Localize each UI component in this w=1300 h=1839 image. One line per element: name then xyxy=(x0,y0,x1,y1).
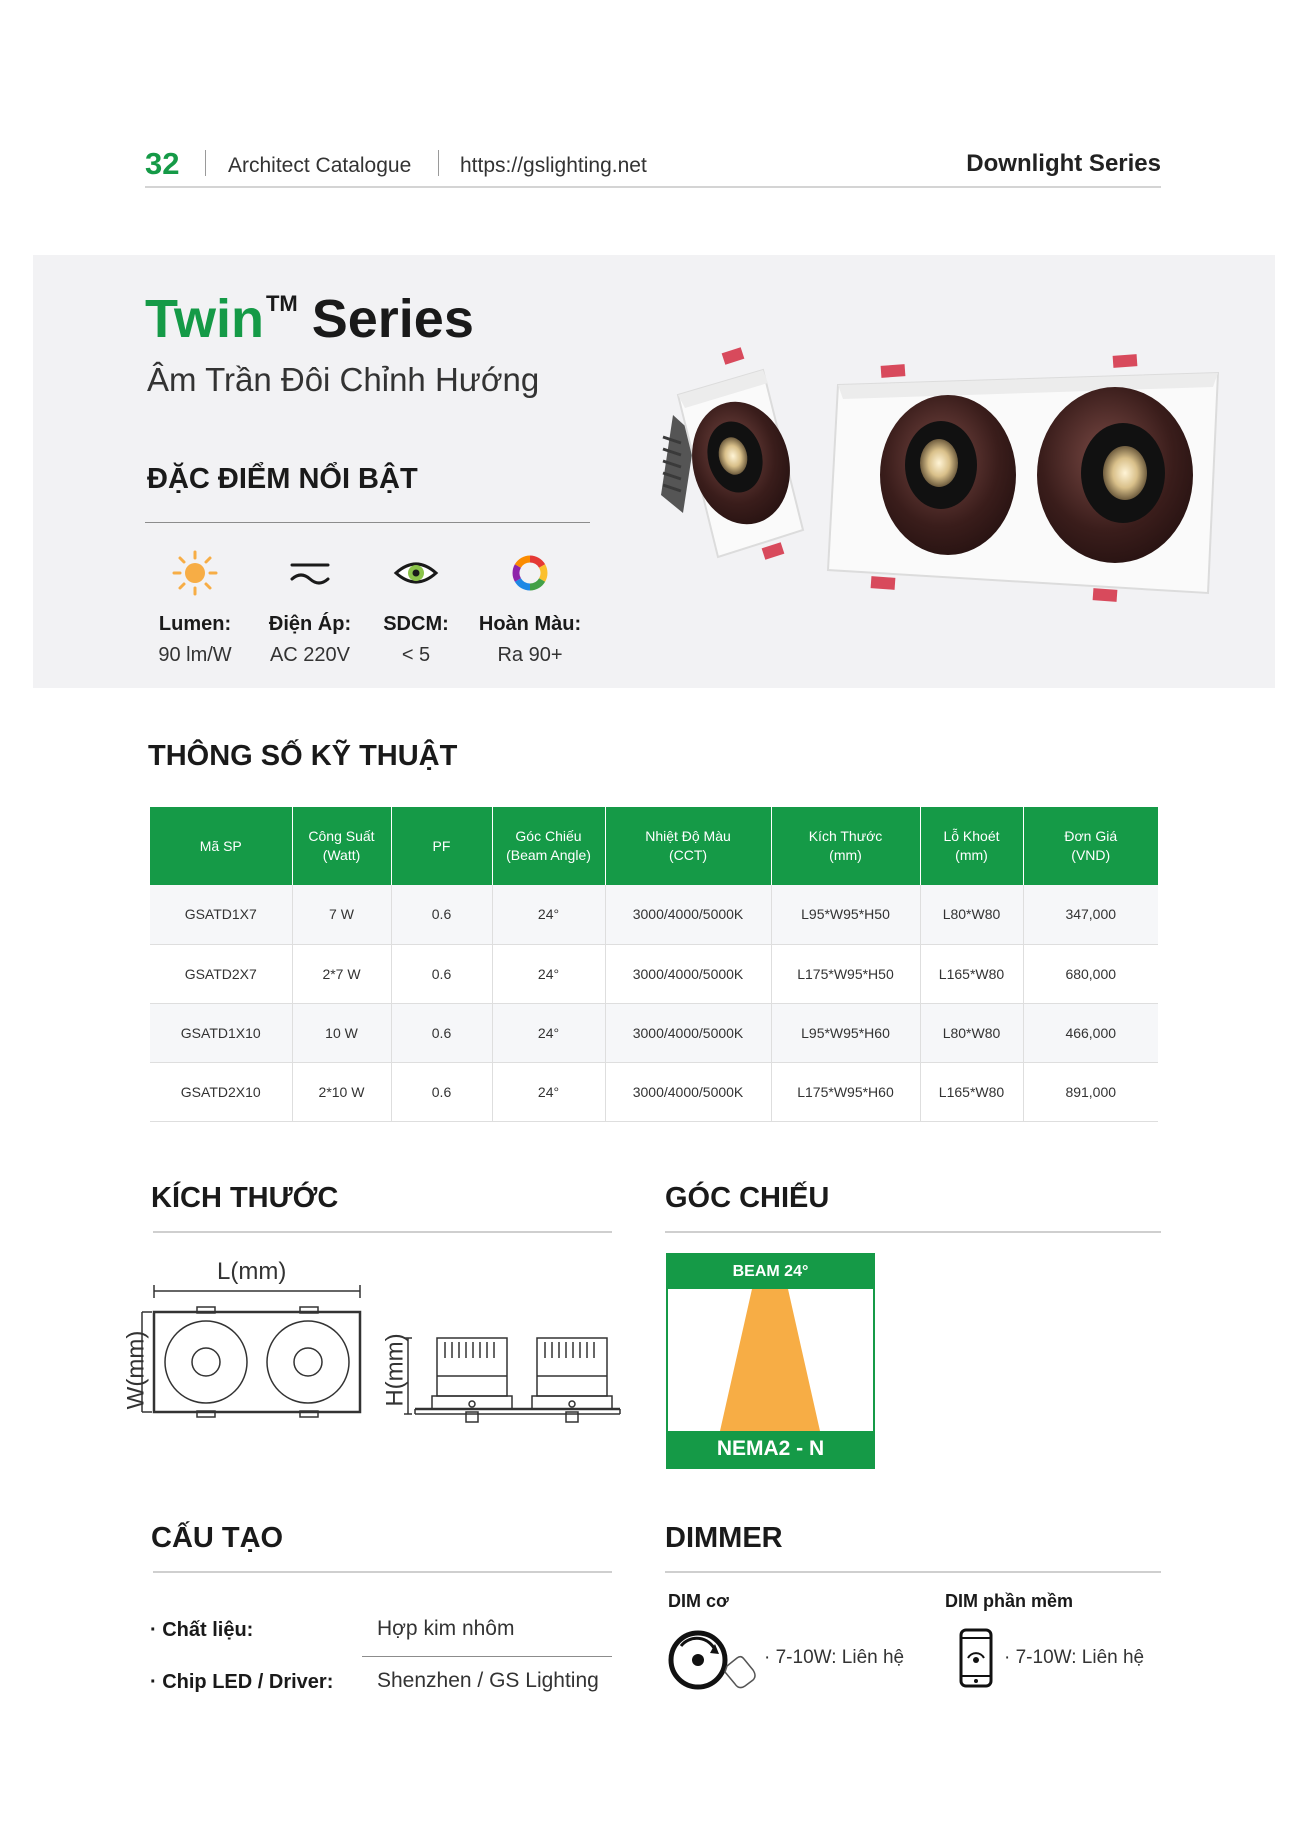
table-cell: GSATD1X10 xyxy=(150,1003,292,1062)
table-cell: 24° xyxy=(492,885,605,944)
height-label: H(mm) xyxy=(381,1333,409,1407)
table-cell: L175*W95*H50 xyxy=(771,944,920,1003)
table-cell: 3000/4000/5000K xyxy=(605,1003,771,1062)
product-image xyxy=(623,325,1263,655)
table-cell: 10 W xyxy=(292,1003,391,1062)
feature-voltage xyxy=(250,545,370,667)
page-header xyxy=(145,140,1161,188)
feature-value: 90 lm/W xyxy=(158,644,232,666)
table-cell: GSATD2X7 xyxy=(150,944,292,1003)
table-cell: 24° xyxy=(492,944,605,1003)
sun-icon xyxy=(135,545,255,601)
specs-heading: THÔNG SỐ KỸ THUẬT xyxy=(148,740,458,772)
software-dim-title: DIM phần mềm xyxy=(945,1591,1074,1611)
beam-heading: GÓC CHIẾU xyxy=(665,1182,830,1214)
color-wheel-icon xyxy=(470,545,590,601)
width-label: W(mm) xyxy=(122,1330,150,1410)
feature-sdcm xyxy=(356,545,476,667)
series-name: Downlight Series xyxy=(966,150,1161,177)
column-header: Mã SP xyxy=(150,807,292,885)
features-divider xyxy=(145,522,590,523)
ac-wave-icon xyxy=(250,545,370,601)
construction-divider xyxy=(153,1571,612,1573)
software-dim-value: · 7-10W: Liên hệ xyxy=(1004,1647,1145,1668)
double-downlight xyxy=(828,354,1218,602)
column-header: Đơn Giá (VND) xyxy=(1023,807,1158,885)
table-row xyxy=(150,1003,1158,1062)
header-divider xyxy=(205,150,206,176)
feature-label: SDCM: xyxy=(383,613,449,635)
column-header: Góc Chiếu (Beam Angle) xyxy=(492,807,605,885)
table-cell: 24° xyxy=(492,1062,605,1121)
product-subtitle: Âm Trần Đôi Chỉnh Hướng xyxy=(147,361,540,398)
column-header: Nhiệt Độ Màu (CCT) xyxy=(605,807,771,885)
hero-section xyxy=(33,255,1275,688)
header-divider xyxy=(438,150,439,176)
table-cell: 891,000 xyxy=(1023,1062,1158,1121)
table-cell: 0.6 xyxy=(391,885,492,944)
table-cell: 3000/4000/5000K xyxy=(605,944,771,1003)
table-cell: L95*W95*H50 xyxy=(771,885,920,944)
page-number: 32 xyxy=(145,146,180,181)
title-brand: Twin xyxy=(145,289,264,349)
feature-cri xyxy=(470,545,590,667)
construction-heading: CẤU TẠO xyxy=(151,1522,284,1554)
feature-lumen xyxy=(135,545,255,667)
feature-value: Ra 90+ xyxy=(497,644,563,666)
table-cell: L165*W80 xyxy=(920,944,1023,1003)
table-header-row xyxy=(150,807,1158,885)
table-cell: 0.6 xyxy=(391,1062,492,1121)
feature-value: AC 220V xyxy=(269,644,351,666)
table-row xyxy=(150,885,1158,944)
feature-label: Điện Áp: xyxy=(268,613,352,635)
table-cell: GSATD2X10 xyxy=(150,1062,292,1121)
product-title xyxy=(145,288,474,350)
beam-angle-label: BEAM 24° xyxy=(668,1255,873,1289)
table-cell: L175*W95*H60 xyxy=(771,1062,920,1121)
rotary-dimmer-icon xyxy=(665,1600,765,1690)
table-cell: 0.6 xyxy=(391,944,492,1003)
beam-divider xyxy=(665,1231,1161,1233)
beam-cone xyxy=(668,1289,873,1431)
table-cell: 3000/4000/5000K xyxy=(605,885,771,944)
features-heading: ĐẶC ĐIỂM NỔI BẬT xyxy=(147,463,418,495)
table-cell: L165*W80 xyxy=(920,1062,1023,1121)
dimensions-divider xyxy=(153,1231,612,1233)
table-row xyxy=(150,1062,1158,1121)
title-trademark: TM xyxy=(265,291,298,316)
table-cell: L80*W80 xyxy=(920,1003,1023,1062)
table-cell: 7 W xyxy=(292,885,391,944)
single-downlight xyxy=(661,347,803,560)
column-header: PF xyxy=(391,807,492,885)
dimmer-divider xyxy=(665,1571,1161,1573)
dimmer-heading: DIMMER xyxy=(665,1522,783,1554)
chip-driver-value: Shenzhen / GS Lighting xyxy=(377,1669,599,1692)
table-cell: 466,000 xyxy=(1023,1003,1158,1062)
dimensions-heading: KÍCH THƯỚC xyxy=(151,1182,339,1214)
column-header: Lỗ Khoét (mm) xyxy=(920,807,1023,885)
table-cell: 347,000 xyxy=(1023,885,1158,944)
title-series: Series xyxy=(311,289,474,349)
construction-row-divider xyxy=(362,1656,612,1657)
length-label: L(mm) xyxy=(217,1258,287,1285)
feature-label: Lumen: xyxy=(158,613,232,635)
mechanical-dim-title: DIM cơ xyxy=(668,1591,729,1611)
material-label: · Chất liệu: xyxy=(150,1619,254,1641)
beam-diagram xyxy=(666,1253,875,1469)
table-cell: 2*7 W xyxy=(292,944,391,1003)
column-header: Công Suất (Watt) xyxy=(292,807,391,885)
material-value: Hợp kim nhôm xyxy=(377,1617,515,1640)
feature-value: < 5 xyxy=(401,644,431,666)
table-cell: L95*W95*H60 xyxy=(771,1003,920,1062)
column-header: Kích Thước (mm) xyxy=(771,807,920,885)
table-cell: 680,000 xyxy=(1023,944,1158,1003)
chip-driver-label: · Chip LED / Driver: xyxy=(150,1671,334,1693)
catalogue-name: Architect Catalogue xyxy=(228,154,412,177)
smartphone-icon xyxy=(958,1628,998,1690)
website-link[interactable]: https://gslighting.net xyxy=(460,154,647,177)
table-cell: 3000/4000/5000K xyxy=(605,1062,771,1121)
spec-table xyxy=(150,807,1158,1122)
table-cell: L80*W80 xyxy=(920,885,1023,944)
table-row xyxy=(150,944,1158,1003)
table-cell: 24° xyxy=(492,1003,605,1062)
dimension-drawing xyxy=(140,1280,630,1430)
mechanical-dim-value: · 7-10W: Liên hệ xyxy=(764,1647,905,1668)
table-cell: 2*10 W xyxy=(292,1062,391,1121)
feature-label: Hoàn Màu: xyxy=(478,613,582,635)
table-cell: GSATD1X7 xyxy=(150,885,292,944)
table-cell: 0.6 xyxy=(391,1003,492,1062)
nema-label: NEMA2 - N xyxy=(668,1431,873,1467)
eye-icon xyxy=(356,545,476,601)
